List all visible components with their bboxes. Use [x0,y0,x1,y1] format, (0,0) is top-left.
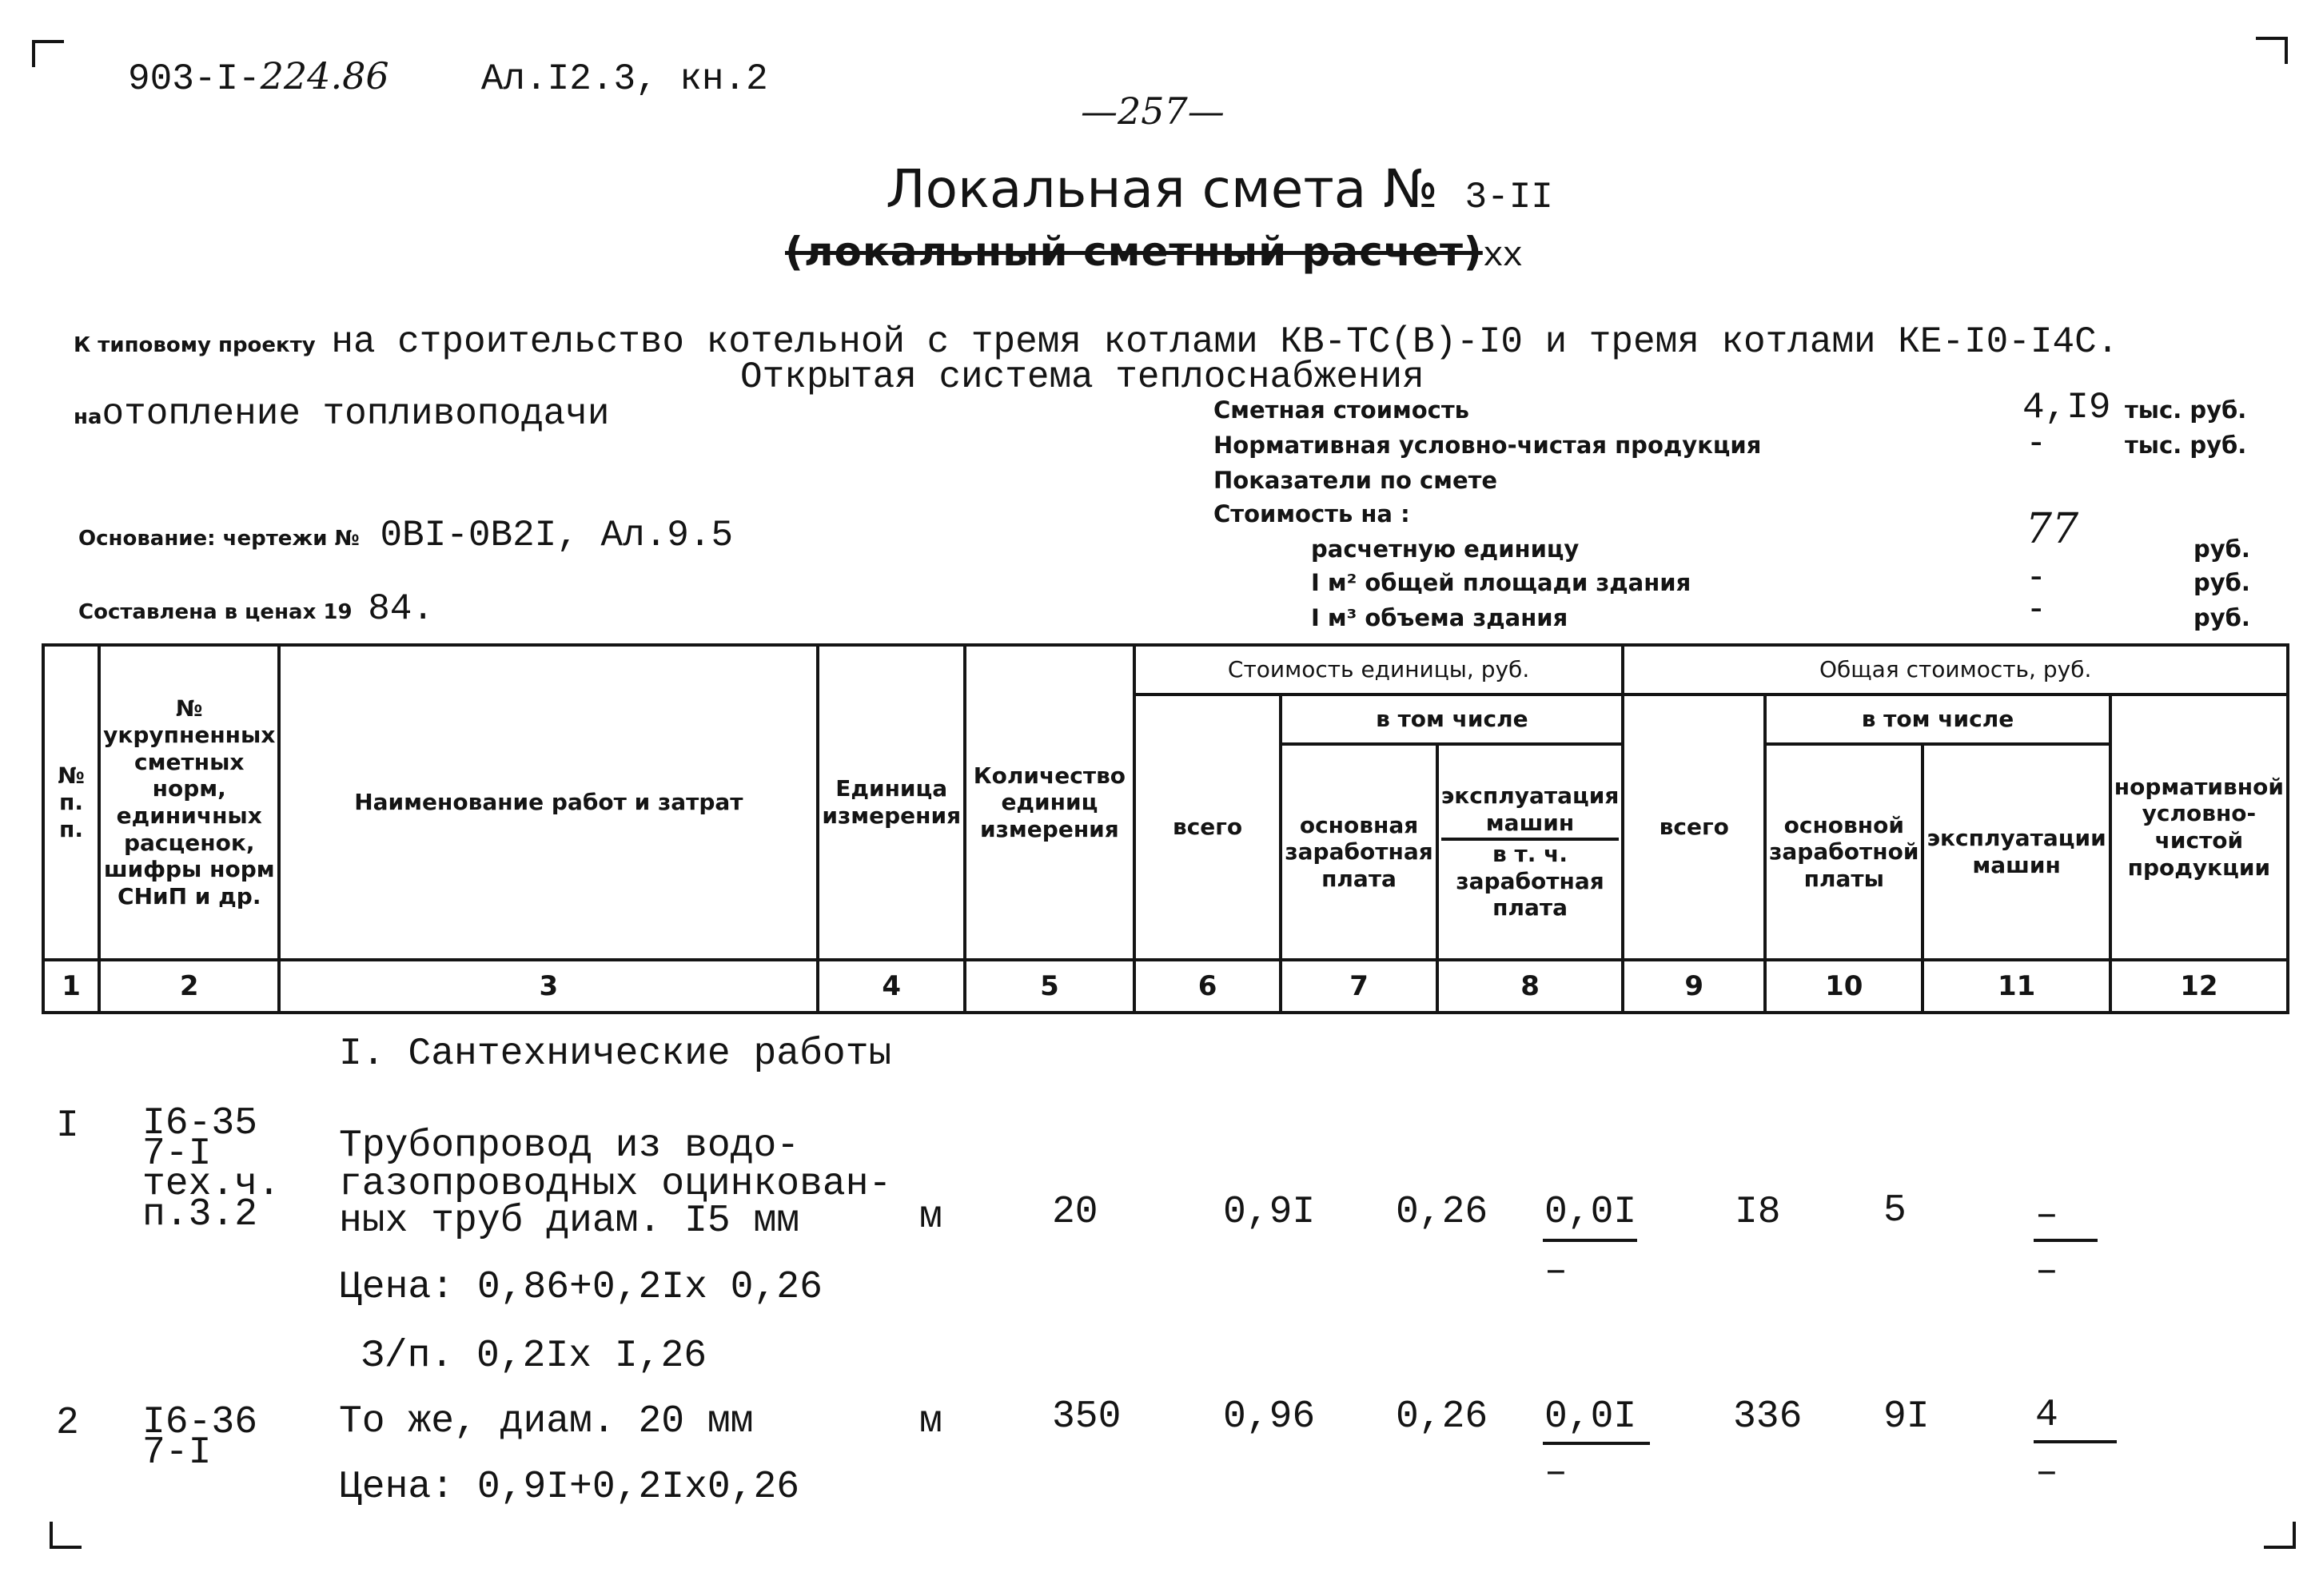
column-number: 7 [1281,960,1436,1013]
title-number: 3-II [1464,177,1553,218]
row-1-norm-line-4: п.3.2 [142,1193,258,1236]
row-1-total-machine: – [2035,1194,2058,1237]
column-number: 3 [279,960,818,1013]
summary-label-estimated-cost: Сметная стоимость [1213,396,1469,424]
corner-mark-top-left [32,40,64,67]
row-2-cost-machine-wage: – [1544,1451,1568,1495]
header-unit-cost: Стоимость единицы, руб. [1134,645,1624,695]
row-1-name-line-1: Трубопровод из водо- [339,1124,800,1168]
row-2-cost-all: 0,96 [1223,1395,1316,1439]
row-1-total-all: I8 [1735,1191,1781,1234]
column-number: 10 [1765,960,1923,1013]
row-2-price-note: Цена: 0,9I+0,2Iх0,26 [339,1466,800,1509]
summary-value-net-production: – [2030,428,2042,456]
row-1-cost-machine: 0,0I [1544,1191,1637,1234]
row-2-cost-wage: 0,26 [1396,1395,1488,1439]
corner-mark-bottom-right [2264,1522,2296,1549]
column-number: 8 [1437,960,1624,1013]
summary-unit-per-area: руб. [2194,569,2250,596]
document-code-prefix: 903-I- [128,58,261,100]
summary-unit-net-production: тыс. руб. [2125,432,2247,459]
header-unit-cost-machine-label: эксплуатация машин [1441,782,1620,841]
prices-label: Составлена в ценах 19 [78,600,353,624]
row-2-total-machine-wage: – [2035,1451,2058,1495]
row-1-name-line-3: ных труб диам. I5 мм [339,1200,800,1243]
summary-label-indicators: Показатели по смете [1213,467,1498,494]
estimate-table [42,643,2289,1014]
summary-value-per-area: – [2030,563,2042,590]
header-unit: Единица измерения [818,645,965,960]
header-total-all: всего [1623,695,1765,960]
summary-label-net-production: Нормативная условно-чистая продукция [1213,432,1762,459]
header-norms: № укрупненных сметных норм, единичных расценок, шифры норм СНиП и др. [99,645,279,960]
on-text: отопление топливоподачи [102,393,610,435]
header-unit-cost-machine-wage: в т. ч. заработная плата [1456,841,1604,921]
row-1-total-machine-wage: – [2035,1250,2058,1293]
row-2-quantity: 350 [1052,1395,1122,1439]
summary-value-per-unit: 77 [2026,505,2079,553]
column-number: 9 [1623,960,1765,1013]
document-code-handwritten: 224.86 [260,54,389,98]
row-2-total-wage: 9I [1883,1395,1930,1439]
row-1-quantity: 20 [1052,1191,1098,1234]
header-unit-cost-wage: основная заработная плата [1281,744,1436,960]
title-label: Локальная смета № [886,158,1438,220]
row-2-norm-line-1: I6-36 [142,1401,258,1444]
row-1-unit: м [919,1196,942,1239]
page-title [886,158,1553,220]
column-number: 4 [818,960,965,1013]
summary-value-per-volume: – [2030,595,2042,622]
project-label: К типовому проекту [74,333,316,357]
row-2-unit: м [919,1400,942,1443]
row-1-cost-all: 0,9I [1223,1191,1316,1234]
basis-text: 0BI-0B2I, Ал.9.5 [380,515,734,556]
summary-value-estimated-cost: 4,I9 [2022,387,2111,428]
row-1-norm-line-3: тех.ч. [142,1163,281,1206]
row-1-cost-wage: 0,26 [1396,1191,1488,1234]
summary-label-per-volume: I м³ объема здания [1311,604,1568,631]
row-2-norm-line-2: 7-I [142,1431,212,1475]
on-line [74,393,609,435]
prices-year: 84. [368,588,435,630]
header-normative-production: нормативной условно-чистой продукции [2110,695,2288,960]
row-1-number: I [56,1104,79,1148]
summary-unit-per-unit: руб. [2194,535,2250,563]
column-number: 1 [43,960,99,1013]
basis-line [78,515,733,556]
prices-line [78,588,434,630]
header-total-including: в том числе [1765,695,2110,744]
project-text: на строительство котельной с тремя котлами КВ-ТС(В)-I0 и тремя котлами КЕ-I0-I4С. [331,321,2119,363]
row-2-total-machine-underline [2034,1440,2117,1443]
row-2-name: То же, диам. 20 мм [339,1400,754,1443]
basis-label: Основание: чертежи № [78,527,360,551]
summary-label-per-unit: расчетную единицу [1311,535,1580,563]
row-2-cost-machine-underline [1543,1442,1650,1445]
album-reference: Ал.I2.3, кн.2 [480,58,768,100]
section-title: I. Сантехнические работы [339,1033,892,1076]
row-1-total-machine-underline [2034,1239,2098,1242]
on-label: на [74,405,102,429]
document-code [128,54,768,100]
row-2-total-all: 336 [1733,1395,1803,1439]
column-number: 6 [1134,960,1281,1013]
header-work-name: Наименование работ и затрат [279,645,818,960]
row-1-name-line-2: газопроводных оцинкован- [339,1163,892,1206]
header-unit-cost-including: в том числе [1281,695,1623,744]
summary-label-cost-per: Стоимость на : [1213,500,1410,527]
row-2-total-machine: 4 [2035,1394,2058,1437]
column-number: 11 [1923,960,2110,1013]
corner-mark-bottom-left [50,1522,82,1549]
row-1-norm-line-1: I6-35 [142,1102,258,1145]
column-number: 12 [2110,960,2288,1013]
corner-mark-top-right [2256,37,2288,64]
header-total-wage: основной заработной платы [1765,744,1923,960]
header-unit-cost-machine [1437,744,1624,960]
header-unit-cost-all: всего [1134,695,1281,960]
header-total-cost: Общая стоимость, руб. [1623,645,2288,695]
row-1-wage-note: З/п. 0,2Iх I,26 [361,1335,707,1378]
summary-unit-estimated-cost: тыс. руб. [2125,396,2247,424]
row-2-number: 2 [56,1402,79,1445]
summary-label-per-area: I м² общей площади здания [1311,569,1691,596]
column-number: 2 [99,960,279,1013]
summary-unit-per-volume: руб. [2194,604,2250,631]
project-text-line-2: Открытая система теплоснабжения [740,356,1424,398]
page-number: —257— [1081,90,1225,133]
row-1-norm-line-2: 7-I [142,1132,212,1176]
subtitle-struck-through: (локальный сметный расчет)xx [785,229,1522,277]
row-2-cost-machine: 0,0I [1544,1395,1637,1439]
row-1-total-wage: 5 [1883,1189,1907,1232]
row-1-cost-machine-wage: – [1544,1250,1568,1293]
row-1-price-note: Цена: 0,86+0,2Iх 0,26 [339,1266,823,1309]
row-1-cost-machine-underline [1543,1239,1637,1242]
header-row-number: № п. п. [43,645,99,960]
column-number: 5 [965,960,1134,1013]
header-total-machine: эксплуатации машин [1923,744,2110,960]
header-quantity: Количество единиц измерения [965,645,1134,960]
